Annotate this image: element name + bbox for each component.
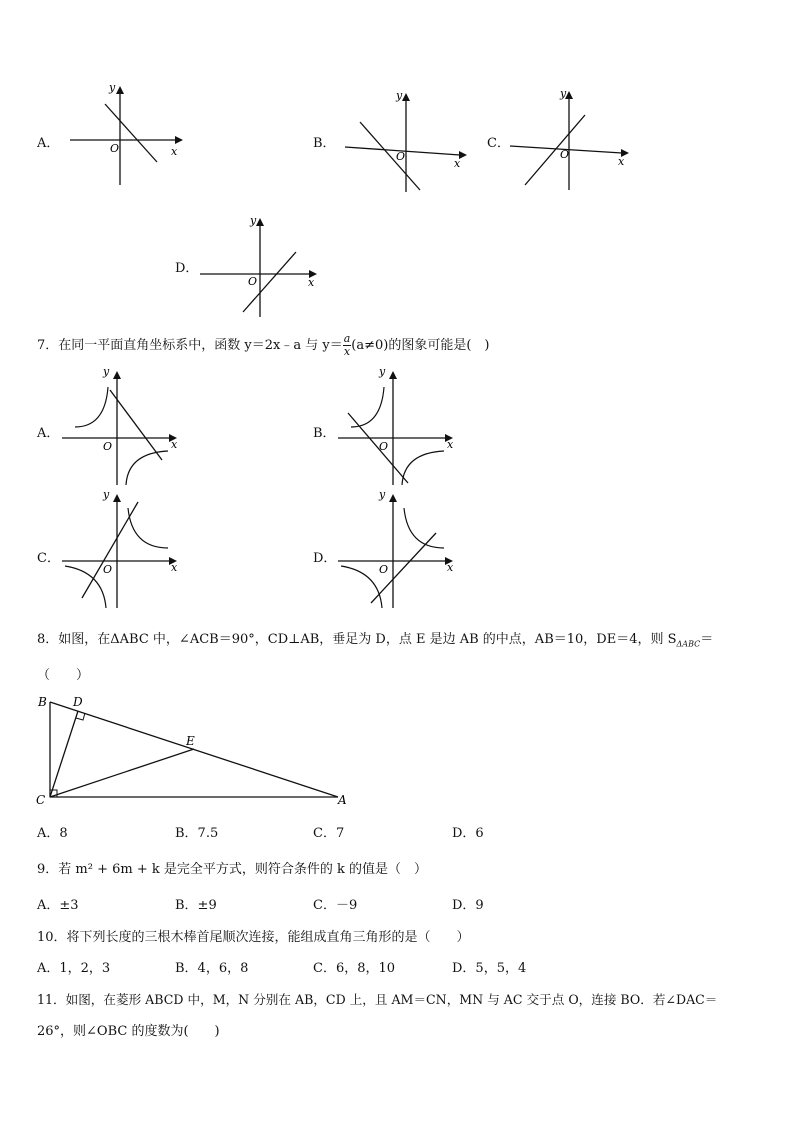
point-d-label: D: [73, 695, 83, 709]
q7-fraction: [343, 333, 352, 358]
q8-tail: ＝: [700, 632, 714, 647]
x-axis-label: x: [308, 276, 315, 289]
origin-label: O: [103, 440, 113, 453]
x-axis-label: x: [171, 438, 178, 451]
origin-label: O: [379, 563, 389, 576]
origin-label: O: [103, 563, 113, 576]
x-axis-label: x: [171, 145, 178, 158]
q10-answer-b[interactable]: B．4，6，8: [175, 961, 249, 976]
point-a-label: A: [338, 793, 347, 807]
q8-answer-a[interactable]: A．8: [37, 826, 68, 841]
q8-text: 如图，在ΔABC 中，∠ACB＝90°，CD⊥AB，垂足为 D，点 E 是边 AB 的中点，AB＝10，DE＝4，则 S: [58, 632, 677, 647]
point-e-label: E: [186, 734, 195, 748]
q6-option-c-label: C．: [487, 136, 510, 151]
q9-answer-a[interactable]: A．±3: [37, 898, 79, 913]
q9-question-text: 9．若 m² + 6m + k 是完全平方式，则符合条件的 k 的值是（ ）: [37, 862, 428, 877]
q8-answer-b[interactable]: B．7.5: [175, 826, 219, 841]
q7-option-b-label: B．: [313, 426, 336, 441]
x-axis-label: x: [618, 155, 625, 168]
q6-option-d-label: D．: [175, 261, 199, 276]
q11-question-line1: 11．如图，在菱形 ABCD 中，M，N 分别在 AB，CD 上，且 AM＝CN，MN 与 AC 交于点 O，连接 BO．若∠DAC＝: [37, 992, 718, 1007]
origin-label: O: [248, 275, 258, 288]
q6-option-a-graph: [65, 82, 185, 192]
y-axis-label: y: [109, 82, 116, 94]
q8-question-text: [37, 628, 713, 649]
q10-answer-d[interactable]: D．5，5，4: [452, 961, 527, 976]
y-axis-label: y: [103, 365, 110, 378]
q7-option-c-graph: [60, 488, 185, 613]
q7-frac-den: x: [343, 345, 351, 358]
y-axis-label: y: [103, 488, 110, 501]
y-axis-label: y: [379, 365, 386, 378]
q9-answer-d[interactable]: D．9: [452, 898, 484, 913]
q10-answer-a[interactable]: A．1，2，3: [37, 961, 111, 976]
q7-option-a-graph: [60, 365, 185, 490]
y-axis-label: y: [560, 87, 567, 100]
q7-option-b-graph: [336, 365, 461, 490]
point-b-label: B: [38, 695, 47, 709]
q8-subscript: ΔABC: [676, 639, 701, 649]
y-axis-label: y: [396, 89, 403, 102]
q6-option-c-graph: [510, 85, 635, 195]
x-axis-label: x: [171, 561, 178, 574]
q8-triangle-figure: [30, 692, 360, 812]
q7-option-d-label: D．: [313, 551, 337, 566]
q7-text-b: (a≠0)的图象可能是( ): [351, 338, 490, 353]
origin-label: O: [379, 440, 389, 453]
origin-label: O: [110, 142, 120, 155]
q7-number: 7．: [37, 338, 59, 353]
y-axis-label: y: [250, 214, 257, 227]
q6-option-d-graph: [198, 212, 323, 322]
q6-option-a-label: A．: [37, 136, 60, 151]
q11-question-line2: 26°，则∠OBC 的度数为( ): [37, 1024, 220, 1039]
q7-option-d-graph: [336, 488, 461, 613]
x-axis-label: x: [447, 438, 454, 451]
q7-question-text: [37, 333, 490, 358]
q8-number: 8．: [37, 632, 59, 647]
q7-text-a: 在同一平面直角坐标系中，函数 y＝2x﹣a 与 y＝: [58, 338, 343, 353]
x-axis-label: x: [447, 561, 454, 574]
point-c-label: C: [36, 793, 46, 807]
origin-label: O: [396, 150, 406, 163]
x-axis-label: x: [454, 157, 461, 170]
q6-option-b-label: B．: [313, 136, 336, 151]
q8-answer-paren: （ ）: [37, 668, 90, 683]
y-axis-label: y: [379, 488, 386, 501]
origin-label: O: [560, 148, 570, 161]
q8-answer-d[interactable]: D．6: [452, 826, 484, 841]
q9-answer-b[interactable]: B．±9: [175, 898, 217, 913]
q6-option-b-graph: [340, 87, 470, 197]
q7-frac-num: a: [343, 332, 351, 345]
q10-answer-c[interactable]: C．6，8，10: [313, 961, 396, 976]
q10-question-text: 10．将下列长度的三根木棒首尾顺次连接，能组成直角三角形的是（ ）: [37, 930, 470, 945]
q8-answer-c[interactable]: C．7: [313, 826, 345, 841]
q9-answer-c[interactable]: C．－9: [313, 898, 358, 913]
q7-option-c-label: C．: [37, 551, 60, 566]
q7-option-a-label: A．: [37, 426, 60, 441]
